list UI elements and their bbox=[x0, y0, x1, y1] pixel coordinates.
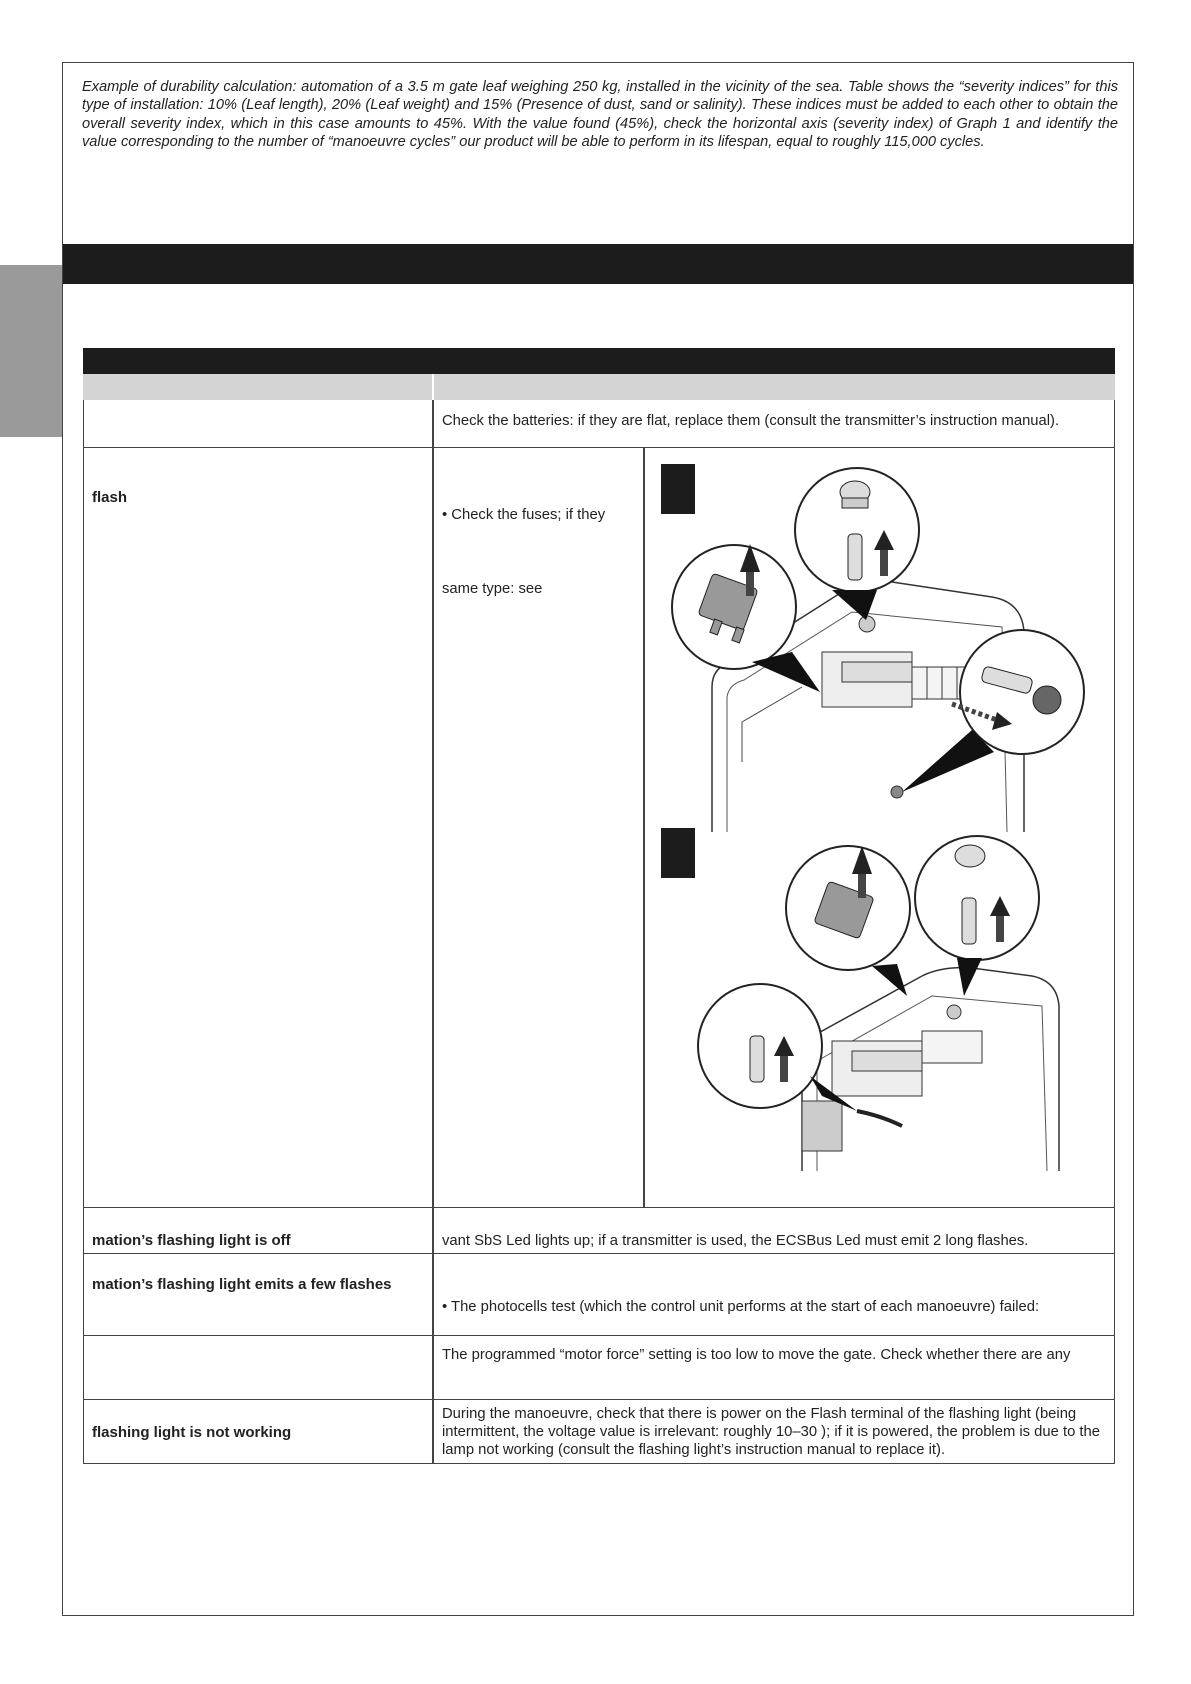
control-unit-illustration-b bbox=[652, 826, 1092, 1171]
row-solution: During the manoeuvre, check that there is power on the Flash terminal of the flashing light (being intermittent, the voltage value is irrelevant: roughly 10–30 ); if it is powered, the problem is due to the lamp not working (consult the flashing light’s instruction manual to replace it). bbox=[442, 1406, 1100, 1458]
control-unit-illustration-a bbox=[652, 462, 1092, 832]
troubleshooting-table bbox=[83, 348, 1115, 1464]
row-problem: flash bbox=[92, 489, 128, 506]
durability-example-text: Example of durability calculation: automation of a 3.5 m gate leaf weighing 250 kg, installed in the vicinity of the sea. Table shows the “severity indices” for this type of installation: 10% (Leaf length), 20% (Leaf weight) and 15% (Presence of dust, sand or salinity). These indices must be added to each other to obtain the overall severity index, which in this case amounts to 45%. With the value found (45%), check the horizontal axis (severity index) of Graph 1 and identify the value corresponding to the number of “manoeuvre cycles” our product will be able to perform in its lifespan, equal to roughly 115,000 cycles. bbox=[82, 79, 1118, 151]
row-problem: flashing light is not working bbox=[92, 1424, 292, 1441]
row-solution: Check the batteries: if they are flat, replace them (consult the transmitter’s instruction manual). bbox=[442, 413, 1060, 429]
column-divider bbox=[432, 374, 434, 1464]
section-header-bar bbox=[63, 244, 1133, 284]
row-problem: mation’s flashing light emits a few flashes bbox=[92, 1276, 392, 1293]
row-solution: • The photocells test (which the control unit performs at the start of each manoeuvre) failed: bbox=[442, 1299, 1040, 1315]
table-header-bar bbox=[83, 348, 1115, 374]
figure-column-divider bbox=[643, 448, 645, 1208]
chapter-side-tab bbox=[0, 265, 62, 437]
table-row bbox=[83, 1208, 1115, 1254]
row-solution: vant SbS Led lights up; if a transmitter is used, the ECSBus Led must emit 2 long flashes. bbox=[442, 1233, 1029, 1249]
table-row bbox=[83, 1254, 1115, 1336]
row-solution: The programmed “motor force” setting is too low to move the gate. Check whether there are any bbox=[442, 1347, 1071, 1363]
table-row bbox=[83, 448, 1115, 1208]
table-row bbox=[83, 1336, 1115, 1400]
row-solution-line2: same type: see bbox=[442, 581, 543, 597]
table-row bbox=[83, 400, 1115, 448]
row-problem: mation’s flashing light is off bbox=[92, 1232, 291, 1249]
table-column-header-row bbox=[83, 374, 1115, 400]
row-solution-line1: • Check the fuses; if they bbox=[442, 507, 606, 523]
table-row bbox=[83, 1400, 1115, 1464]
column-header-divider bbox=[432, 374, 434, 400]
